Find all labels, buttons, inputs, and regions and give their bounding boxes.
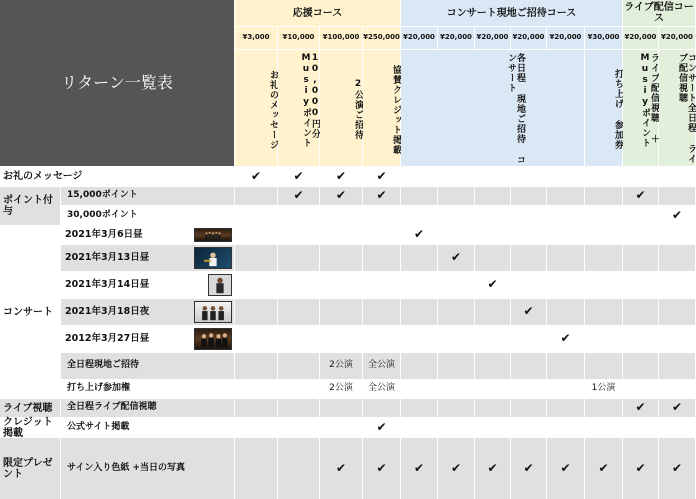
price-cell: ¥20,000: [401, 27, 437, 49]
count-cell: 全公演: [363, 353, 400, 379]
group-header-live: ライブ配信コース: [624, 2, 694, 24]
empty-cell: [235, 418, 277, 437]
empty-cell: [511, 226, 546, 244]
check-mark-icon: ✔: [511, 299, 546, 325]
empty-cell: [511, 326, 546, 352]
empty-cell: [547, 272, 584, 298]
row-label-date: [61, 326, 234, 352]
empty-cell: [235, 206, 277, 225]
empty-cell: [511, 272, 546, 298]
row-label-all-dates: 全日程現地ご招待: [61, 353, 234, 379]
empty-cell: [401, 380, 437, 398]
price-cell: ¥3,000: [235, 27, 277, 49]
empty-cell: [438, 353, 474, 379]
course-name: コンサート全日程 ライブ配信視聴: [659, 50, 695, 166]
empty-cell: [235, 380, 277, 398]
empty-cell: [623, 353, 658, 379]
empty-cell: [547, 418, 584, 437]
empty-cell: [659, 299, 695, 325]
empty-cell: [547, 206, 584, 225]
empty-cell: [278, 353, 319, 379]
empty-cell: [659, 418, 695, 437]
empty-cell: [438, 272, 474, 298]
empty-cell: [363, 206, 400, 225]
empty-cell: [623, 326, 658, 352]
course-name: 2公演ご招待: [320, 50, 362, 166]
empty-cell: [363, 245, 400, 271]
empty-cell: [585, 299, 622, 325]
empty-cell: [511, 399, 546, 417]
check-mark-icon: ✔: [659, 399, 695, 417]
row-label-credit: 公式サイト掲載: [61, 418, 234, 437]
empty-cell: [363, 272, 400, 298]
empty-cell: [235, 353, 277, 379]
empty-cell: [547, 245, 584, 271]
check-mark-icon: ✔: [363, 418, 400, 437]
empty-cell: [278, 399, 319, 417]
empty-cell: [438, 187, 474, 205]
row-label-30000: 30,000ポイント: [61, 206, 234, 225]
check-mark-icon: ✔: [623, 187, 658, 205]
empty-cell: [320, 206, 362, 225]
check-mark-icon: ✔: [623, 438, 658, 499]
empty-cell: [438, 380, 474, 398]
concert-date: 2021年3月14日昼: [65, 278, 150, 290]
empty-cell: [235, 272, 277, 298]
concert-photo: [194, 301, 232, 323]
empty-cell: [363, 226, 400, 244]
empty-cell: [475, 167, 510, 186]
row-group-credit: クレジット掲載: [0, 418, 60, 437]
empty-cell: [547, 187, 584, 205]
empty-cell: [320, 245, 362, 271]
empty-cell: [401, 272, 437, 298]
empty-cell: [235, 299, 277, 325]
empty-cell: [438, 418, 474, 437]
empty-cell: [278, 418, 319, 437]
concert-date: 2012年3月27日昼: [65, 332, 150, 344]
empty-cell: [278, 272, 319, 298]
empty-cell: [401, 187, 437, 205]
empty-cell: [475, 418, 510, 437]
empty-cell: [235, 226, 277, 244]
empty-cell: [401, 245, 437, 271]
empty-cell: [438, 167, 474, 186]
empty-cell: [659, 167, 695, 186]
row-label-afterparty: 打ち上げ参加権: [61, 380, 234, 398]
empty-cell: [623, 380, 658, 398]
count-cell: 2公演: [320, 380, 362, 398]
empty-cell: [401, 167, 437, 186]
check-mark-icon: ✔: [320, 187, 362, 205]
empty-cell: [363, 299, 400, 325]
empty-cell: [278, 299, 319, 325]
empty-cell: [401, 206, 437, 225]
check-mark-icon: ✔: [438, 245, 474, 271]
empty-cell: [475, 299, 510, 325]
check-mark-icon: ✔: [438, 438, 474, 499]
empty-cell: [547, 226, 584, 244]
check-mark-icon: ✔: [363, 187, 400, 205]
empty-cell: [475, 206, 510, 225]
empty-cell: [475, 380, 510, 398]
empty-cell: [659, 187, 695, 205]
empty-cell: [401, 399, 437, 417]
empty-cell: [278, 226, 319, 244]
group-header-support: 応援コース: [235, 0, 400, 26]
empty-cell: [235, 326, 277, 352]
empty-cell: [320, 399, 362, 417]
empty-cell: [585, 272, 622, 298]
price-cell: ¥10,000: [278, 27, 319, 49]
empty-cell: [585, 206, 622, 225]
price-cell: ¥20,000: [475, 27, 510, 49]
empty-cell: [475, 187, 510, 205]
check-mark-icon: ✔: [320, 167, 362, 186]
empty-cell: [401, 326, 437, 352]
price-cell: ¥20,000: [511, 27, 546, 49]
empty-cell: [511, 353, 546, 379]
empty-cell: [475, 399, 510, 417]
check-mark-icon: ✔: [659, 438, 695, 499]
check-mark-icon: ✔: [475, 272, 510, 298]
price-cell: ¥250,000: [363, 27, 400, 49]
empty-cell: [511, 380, 546, 398]
empty-cell: [623, 206, 658, 225]
count-cell: 1公演: [585, 380, 622, 398]
empty-cell: [235, 438, 277, 499]
empty-cell: [475, 326, 510, 352]
empty-cell: [659, 226, 695, 244]
empty-cell: [547, 167, 584, 186]
check-mark-icon: ✔: [363, 167, 400, 186]
check-mark-icon: ✔: [320, 438, 362, 499]
empty-cell: [623, 167, 658, 186]
row-label-15000: 15,000ポイント: [61, 187, 234, 205]
price-cell: ¥30,000: [585, 27, 622, 49]
empty-cell: [547, 399, 584, 417]
course-name: 協賛クレジット掲載: [363, 50, 400, 166]
price-cell: ¥100,000: [320, 27, 362, 49]
empty-cell: [363, 399, 400, 417]
price-cell: ¥20,000: [623, 27, 658, 49]
concert-photo: [194, 228, 232, 242]
row-group-live: ライブ視聴: [0, 399, 60, 417]
row-label-date: [61, 299, 234, 325]
empty-cell: [585, 418, 622, 437]
concert-date: 2021年3月18日夜: [65, 305, 150, 317]
empty-cell: [659, 245, 695, 271]
row-label-live-all: 全日程ライブ配信視聴: [61, 399, 234, 417]
empty-cell: [623, 299, 658, 325]
course-name: 10,000円分 Musiyポイント: [278, 50, 319, 166]
row-label-date: [61, 272, 234, 298]
row-label-date: [61, 226, 234, 244]
empty-cell: [401, 418, 437, 437]
course-name: 打ち上げ 参加券: [585, 50, 622, 166]
empty-cell: [320, 226, 362, 244]
empty-cell: [475, 226, 510, 244]
concert-photo: [194, 328, 232, 350]
check-mark-icon: ✔: [401, 226, 437, 244]
check-mark-icon: ✔: [623, 399, 658, 417]
row-group-present: 限定プレゼント: [0, 438, 60, 499]
empty-cell: [623, 245, 658, 271]
check-mark-icon: ✔: [547, 438, 584, 499]
empty-cell: [235, 399, 277, 417]
row-label-thanks: お礼のメッセージ: [0, 167, 234, 186]
empty-cell: [511, 187, 546, 205]
empty-cell: [585, 399, 622, 417]
empty-cell: [511, 167, 546, 186]
empty-cell: [623, 226, 658, 244]
concert-date: 2021年3月13日昼: [65, 251, 150, 263]
empty-cell: [235, 187, 277, 205]
empty-cell: [320, 326, 362, 352]
check-mark-icon: ✔: [511, 438, 546, 499]
empty-cell: [585, 187, 622, 205]
empty-cell: [320, 418, 362, 437]
empty-cell: [278, 438, 319, 499]
empty-cell: [438, 299, 474, 325]
row-label-present: サイン入り色紙 +当日の写真: [61, 438, 234, 499]
empty-cell: [659, 353, 695, 379]
check-mark-icon: ✔: [235, 167, 277, 186]
empty-cell: [475, 353, 510, 379]
empty-cell: [320, 299, 362, 325]
check-mark-icon: ✔: [363, 438, 400, 499]
concert-date: 2021年3月6日昼: [65, 228, 143, 240]
course-name: ライブ配信視聴 ＋Musiyポイント: [623, 50, 658, 166]
group-header-concert: コンサート現地ご招待コース: [401, 0, 622, 26]
table-title: リターン一覧表: [0, 0, 234, 166]
check-mark-icon: ✔: [547, 326, 584, 352]
empty-cell: [623, 418, 658, 437]
empty-cell: [585, 353, 622, 379]
check-mark-icon: ✔: [585, 438, 622, 499]
course-name: お礼のメッセージ: [235, 50, 277, 166]
empty-cell: [585, 245, 622, 271]
row-group-concert: コンサート: [0, 226, 60, 398]
empty-cell: [585, 167, 622, 186]
empty-cell: [401, 299, 437, 325]
empty-cell: [659, 380, 695, 398]
empty-cell: [438, 399, 474, 417]
empty-cell: [438, 206, 474, 225]
empty-cell: [278, 206, 319, 225]
row-group-points: ポイント付与: [0, 187, 60, 225]
price-cell: ¥20,000: [659, 27, 695, 49]
empty-cell: [511, 418, 546, 437]
empty-cell: [438, 226, 474, 244]
empty-cell: [547, 380, 584, 398]
empty-cell: [278, 380, 319, 398]
price-cell: ¥20,000: [438, 27, 474, 49]
empty-cell: [278, 326, 319, 352]
row-label-date: [61, 245, 234, 271]
count-cell: 2公演: [320, 353, 362, 379]
concert-photo: [194, 247, 232, 269]
empty-cell: [363, 326, 400, 352]
price-cell: ¥20,000: [547, 27, 584, 49]
empty-cell: [585, 226, 622, 244]
count-cell: 全公演: [363, 380, 400, 398]
empty-cell: [320, 272, 362, 298]
concert-photo: [208, 274, 232, 296]
empty-cell: [659, 272, 695, 298]
empty-cell: [585, 326, 622, 352]
course-name: 各日程 現地ご招待 コンサート: [401, 50, 584, 166]
empty-cell: [511, 245, 546, 271]
empty-cell: [401, 353, 437, 379]
empty-cell: [235, 245, 277, 271]
empty-cell: [278, 245, 319, 271]
empty-cell: [511, 206, 546, 225]
empty-cell: [438, 326, 474, 352]
empty-cell: [623, 272, 658, 298]
check-mark-icon: ✔: [401, 438, 437, 499]
check-mark-icon: ✔: [278, 187, 319, 205]
empty-cell: [547, 299, 584, 325]
check-mark-icon: ✔: [475, 438, 510, 499]
check-mark-icon: ✔: [278, 167, 319, 186]
empty-cell: [547, 353, 584, 379]
empty-cell: [659, 326, 695, 352]
check-mark-icon: ✔: [659, 206, 695, 225]
empty-cell: [475, 245, 510, 271]
